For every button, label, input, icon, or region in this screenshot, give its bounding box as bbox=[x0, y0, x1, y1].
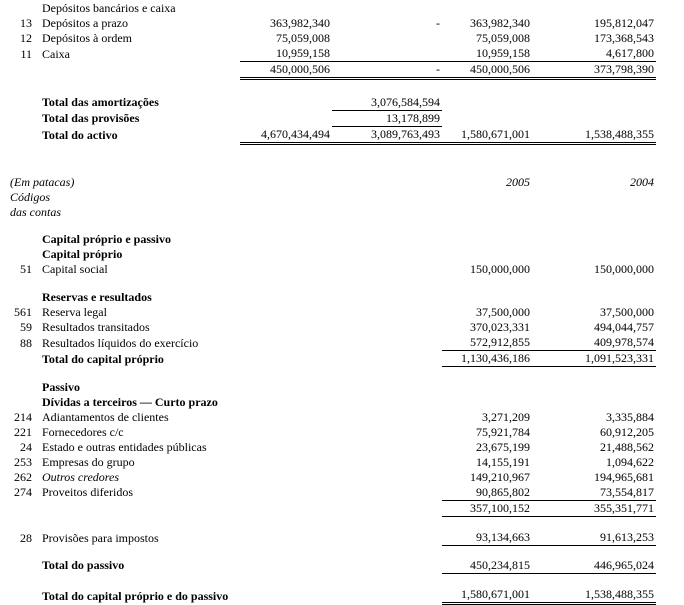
amount-2005: 14,155,191 bbox=[476, 454, 530, 469]
balance-sheet-table bbox=[6, 1, 684, 605]
amount-2004: 60,912,205 bbox=[600, 424, 655, 439]
table-row bbox=[6, 410, 684, 425]
total-provisions-row bbox=[6, 110, 684, 126]
table-row bbox=[6, 425, 684, 440]
total-assets-label: Total do activo bbox=[42, 128, 118, 142]
total-equity-2005: 1,130,436,186 bbox=[442, 351, 532, 367]
subtotal-2004: 355,351,771 bbox=[532, 500, 656, 516]
year-2005-header: 2005 bbox=[506, 175, 530, 189]
codes-label-line2: das contas bbox=[10, 205, 61, 219]
total-amortisations-value: 3,076,584,594 bbox=[332, 95, 442, 111]
account-description: Fornecedores c/c bbox=[42, 424, 124, 439]
account-description: Caixa bbox=[42, 46, 70, 61]
amount-2004: 73,554,817 bbox=[532, 485, 656, 501]
account-description: Estado e outras entidades públicas bbox=[42, 439, 207, 454]
currency-year-header-row bbox=[6, 175, 684, 190]
account-code: 561 bbox=[14, 305, 32, 319]
spacer-row bbox=[6, 220, 684, 232]
amount-2004: 494,044,757 bbox=[594, 320, 655, 334]
amount-net-2005: 10,959,158 bbox=[442, 46, 532, 62]
amount-2004: 21,488,562 bbox=[600, 439, 655, 454]
total-assets-net-2005: 1,580,671,001 bbox=[442, 126, 532, 143]
group-subtotal-row bbox=[6, 62, 684, 79]
total-assets-row bbox=[6, 126, 684, 143]
spacer-row bbox=[6, 277, 684, 290]
amount-gross-2005: 363,982,340 bbox=[270, 16, 330, 30]
liabilities-subtotal-row bbox=[6, 500, 684, 516]
total-equity-label: Total do capital próprio bbox=[42, 351, 164, 366]
group-header-label: Depósitos bancários e caixa bbox=[42, 1, 176, 15]
account-code: 88 bbox=[20, 335, 32, 350]
account-description: Depósitos à ordem bbox=[42, 31, 132, 45]
amount-2005: 149,210,967 bbox=[470, 469, 530, 484]
account-code: 253 bbox=[14, 454, 32, 469]
table-row bbox=[6, 470, 684, 485]
table-row bbox=[6, 305, 684, 320]
spacer-row bbox=[6, 573, 684, 587]
table-row bbox=[6, 46, 684, 62]
currency-note: (Em patacas) bbox=[10, 175, 75, 189]
amount-gross-2005: 75,059,008 bbox=[276, 31, 330, 45]
total-amortisations-label: Total das amortizações bbox=[42, 95, 159, 109]
amount-2004: 173,368,543 bbox=[594, 31, 655, 45]
amount-2005: 150,000,000 bbox=[470, 262, 530, 276]
year-2004-header: 2004 bbox=[630, 175, 655, 189]
table-row bbox=[6, 335, 684, 351]
amount-2004: 1,094,622 bbox=[606, 454, 655, 469]
account-code: 12 bbox=[20, 31, 32, 45]
amount-net-2005: 363,982,340 bbox=[470, 16, 530, 30]
amount-net-2005: 75,059,008 bbox=[476, 31, 530, 45]
amount-2004: 150,000,000 bbox=[594, 262, 655, 276]
table-row bbox=[6, 31, 684, 46]
account-description: Reserva legal bbox=[42, 305, 107, 319]
total-assets-amortisation: 3,089,763,493 bbox=[332, 126, 442, 143]
amount-2005: 75,921,784 bbox=[476, 424, 530, 439]
section-title-row bbox=[6, 380, 684, 395]
reserves-title: Reservas e resultados bbox=[42, 290, 152, 304]
total-liabilities-label: Total do passivo bbox=[42, 558, 125, 572]
account-code: 274 bbox=[14, 485, 32, 499]
account-code: 221 bbox=[14, 424, 32, 439]
amount-2004: 91,613,253 bbox=[532, 530, 656, 546]
table-row bbox=[6, 440, 684, 455]
account-description: Proveitos diferidos bbox=[42, 485, 133, 499]
amount-2004: 37,500,000 bbox=[600, 305, 655, 319]
amount-gross-2005: 10,959,158 bbox=[240, 46, 332, 62]
total-liabilities-2004: 446,965,024 bbox=[532, 558, 656, 574]
amount-2005: 90,865,802 bbox=[442, 485, 532, 501]
table-row bbox=[6, 455, 684, 470]
amount-2004: 194,965,681 bbox=[594, 469, 655, 484]
grand-total-row bbox=[6, 587, 684, 604]
subtotal-2005: 357,100,152 bbox=[442, 500, 532, 516]
total-assets-gross-2005: 4,670,434,494 bbox=[240, 126, 332, 143]
subtotal-2004: 373,798,390 bbox=[532, 62, 656, 79]
amount-2004: 195,812,047 bbox=[594, 16, 655, 30]
total-assets-2004: 1,538,488,355 bbox=[532, 126, 656, 143]
account-code: 13 bbox=[20, 16, 32, 30]
subtotal-gross-2005: 450,000,506 bbox=[240, 62, 332, 79]
section-subtitle-row bbox=[6, 247, 684, 262]
account-description: Depósitos a prazo bbox=[42, 16, 128, 30]
codes-label-row bbox=[6, 190, 684, 205]
amount-amortisation: - bbox=[436, 16, 440, 30]
amount-amortisation bbox=[332, 46, 442, 62]
total-amortisations-row bbox=[6, 95, 684, 111]
account-code: 262 bbox=[14, 469, 32, 484]
spacer-row bbox=[6, 516, 684, 530]
amount-2005: 37,500,000 bbox=[476, 305, 530, 319]
subtotal-net-2005: 450,000,506 bbox=[442, 62, 532, 79]
total-provisions-label: Total das provisões bbox=[42, 111, 140, 125]
grand-total-2004: 1,538,488,355 bbox=[532, 587, 656, 604]
table-row bbox=[6, 530, 684, 546]
amount-2004: 409,978,574 bbox=[532, 335, 656, 351]
liabilities-subtitle: Dívidas a terceiros — Curto prazo bbox=[42, 394, 218, 409]
account-description: Adiantamentos de clientes bbox=[42, 409, 169, 424]
table-row bbox=[6, 16, 684, 31]
account-description: Resultados transitados bbox=[42, 320, 150, 334]
equity-liabilities-title: Capital próprio e passivo bbox=[42, 232, 172, 246]
total-liabilities-2005: 450,234,815 bbox=[442, 558, 532, 574]
account-code: 11 bbox=[20, 46, 32, 61]
amount-2005: 3,271,209 bbox=[482, 409, 530, 424]
account-code: 214 bbox=[14, 409, 32, 424]
amount-2004: 4,617,800 bbox=[532, 46, 656, 62]
account-code: 51 bbox=[20, 262, 32, 276]
amount-amortisation bbox=[332, 31, 442, 46]
total-equity-row bbox=[6, 351, 684, 367]
liabilities-title: Passivo bbox=[42, 379, 81, 394]
account-code: 24 bbox=[20, 439, 32, 454]
group-header-row bbox=[6, 1, 684, 16]
amount-2005: 93,134,663 bbox=[442, 530, 532, 546]
account-description: Outros credores bbox=[42, 469, 119, 484]
codes-label-row bbox=[6, 205, 684, 220]
amount-2004: 3,335,884 bbox=[606, 409, 655, 424]
equity-subtitle: Capital próprio bbox=[42, 247, 123, 261]
grand-total-2005: 1,580,671,001 bbox=[442, 587, 532, 604]
total-equity-2004: 1,091,523,331 bbox=[532, 351, 656, 367]
section-subtitle-row bbox=[6, 290, 684, 305]
account-description: Empresas do grupo bbox=[42, 454, 135, 469]
spacer-row bbox=[6, 367, 684, 380]
subtotal-amortisation: - bbox=[332, 62, 442, 79]
amount-2005: 370,023,331 bbox=[470, 320, 530, 334]
amount-2005: 23,675,199 bbox=[476, 439, 530, 454]
spacer-row bbox=[6, 79, 684, 95]
account-code: 28 bbox=[20, 530, 32, 545]
spacer-row bbox=[6, 546, 684, 558]
amount-2005: 572,912,855 bbox=[442, 335, 532, 351]
account-description: Provisões para impostos bbox=[42, 530, 159, 545]
total-provisions-value: 13,178,899 bbox=[332, 110, 442, 126]
account-code: 59 bbox=[20, 320, 32, 334]
grand-total-label: Total do capital próprio e do passivo bbox=[42, 588, 229, 603]
table-row bbox=[6, 262, 684, 277]
section-subtitle-row bbox=[6, 395, 684, 410]
account-description: Capital social bbox=[42, 262, 108, 276]
account-description: Resultados líquidos do exercício bbox=[42, 335, 199, 350]
section-title-row bbox=[6, 232, 684, 247]
spacer-row bbox=[6, 143, 684, 175]
table-row bbox=[6, 320, 684, 335]
codes-label-line1: Códigos bbox=[10, 190, 51, 204]
total-liabilities-row bbox=[6, 558, 684, 574]
table-row bbox=[6, 485, 684, 501]
